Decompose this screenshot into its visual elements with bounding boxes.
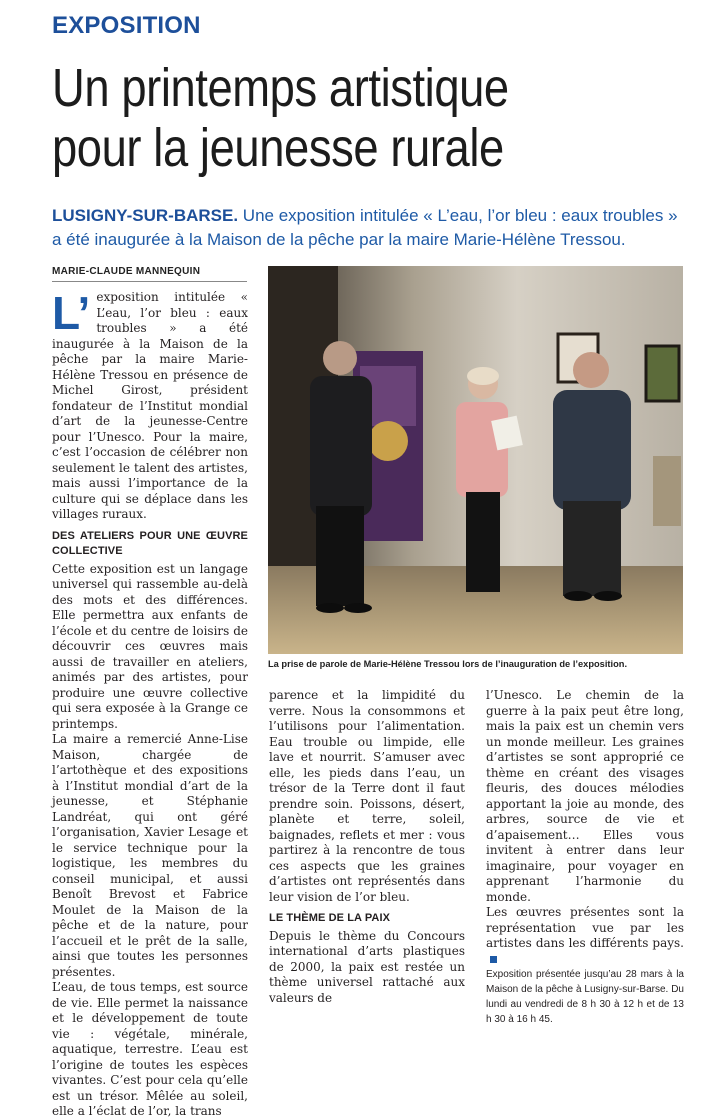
paragraph-paix: Depuis le thème du Concours international d’arts plastiques de 2000, la paix est restée un thème universel rattaché aux valeurs de	[269, 928, 465, 1005]
paragraph-intro: L’ exposition intitulée « L’eau, l’or bleu : eaux troubles » a été inaugurée à la Maison de la pêche par la maire Marie-Hélène Tressou en présence de Michel Girost, président fondateur de l’Institut mondial d’art de la jeunesse-Centre pour l’Unesco. Pour la maire, c’est l’occasion de célébrer non seulement le talent des artistes, mais aussi l’importance de la culture qui se déplace dans les villages ruraux.	[52, 287, 248, 521]
subheading-ateliers: DES ATELIERS POUR UNE ŒUVRE COLLECTIVE	[52, 529, 248, 557]
byline: MARIE-CLAUDE MANNEQUIN	[52, 266, 201, 277]
subheading-paix: LE THÈME DE LA PAIX	[269, 912, 391, 924]
drop-cap: L’	[52, 287, 91, 339]
byline-divider	[52, 281, 247, 282]
photo-caption: La prise de parole de Marie-Hélène Tressou lors de l’inauguration de l’exposition.	[268, 659, 628, 669]
headline-line-1: Un printemps artistique	[52, 58, 509, 118]
headline-line-2: pour la jeunesse rurale	[52, 118, 504, 178]
lead-paragraph	[52, 204, 692, 252]
dateline-place: LUSIGNY-SUR-BARSE.	[52, 206, 239, 225]
lead-line-1: Une exposition intitulée « L’eau, l’or bleu : eaux troubles »	[238, 206, 678, 225]
end-of-article-mark	[490, 956, 497, 963]
article-column-2	[269, 688, 465, 1006]
headline	[52, 58, 598, 178]
article-column-1	[52, 287, 248, 1120]
practical-info: Exposition présentée jusqu’au 28 mars à la Maison de la pêche à Lusigny-sur-Barse. Du lundi au vendredi de 8 h 30 à 12 h et de 13 h 30 à 16 h 45.	[486, 969, 684, 1025]
photo-illustration	[268, 266, 683, 654]
paragraph-eau: L’eau, de tous temps, est source de vie. Elle permet la naissance et le développement de toute vie : végétale, minérale, aquatique, terrestre. L’eau est l’origine de toutes les espèces vivantes. C’est pour cela qu’elle est un trésor. Mêlée au soleil, elle a l’éclat de l’or, la trans	[52, 980, 248, 1118]
event-photo	[268, 266, 683, 654]
paragraph-remerciements: La maire a remercié Anne-Lise Maison, chargée de l’artothèque et des expositions à l’Institut mondial d’art de la jeunesse, et Stéphanie Landréat, qui ont géré l’organisation, Xavier Lesage et le service technique pour la logistique, les membres du conseil municipal, et aussi Benoît Brevost et Fabrice Moulet de la Maison de la pêche et de la nature, pour l’accueil et le prêt de la salle, ainsi que toutes les personnes présentes.	[52, 732, 248, 979]
paragraph-ateliers: Cette exposition est un langage universel qui rassemble au-delà des mots et des différences. Elle permettra aux enfants de l’école et du centre de loisirs de découvrir ces œuvres mais aussi de travailler en ateliers, animés par des artistes, pour produire une œuvre collective qui sera exposée à la Grange ce printemps.	[52, 561, 248, 731]
lead-line-2: a été inaugurée à la Maison de la pêche par la maire Marie-Hélène Tressou.	[52, 230, 626, 249]
article-column-3	[486, 688, 684, 1027]
section-label: EXPOSITION	[52, 12, 201, 39]
paragraph-representation: Les œuvres présentes sont la représentation vue par les artistes dans les différents pays.	[486, 905, 684, 967]
paragraph-paix-suite: l’Unesco. Le chemin de la guerre à la paix peut être long, mais la paix est un chemin vers un monde meilleur. Les graines d’artistes se sont approprié ce thème en créant des visages fleuris, des douces mélodies apportant la joie au monde, des arbres, source de vie et d’apaisement… Elles vous invitent à entrer dans leur imaginaire, pour voyager en apprenant l’harmonie du monde.	[486, 688, 684, 904]
paragraph-eau-suite: parence et la limpidité du verre. Nous la consommons et l’utilisons pour l’alimentation. Eau trouble ou limpide, elle lave et nourrit. S’amuser avec elle, les pieds dans l’eau, un trésor de la Terre dont il faut prendre soin. Poissons, désert, planète et terre, soleil, baignades, reflets et mer : vous partirez à la rencontre de tous ces aspects que les graines d’artistes ont représentés dans leur vision de l’or bleu.	[269, 688, 465, 904]
